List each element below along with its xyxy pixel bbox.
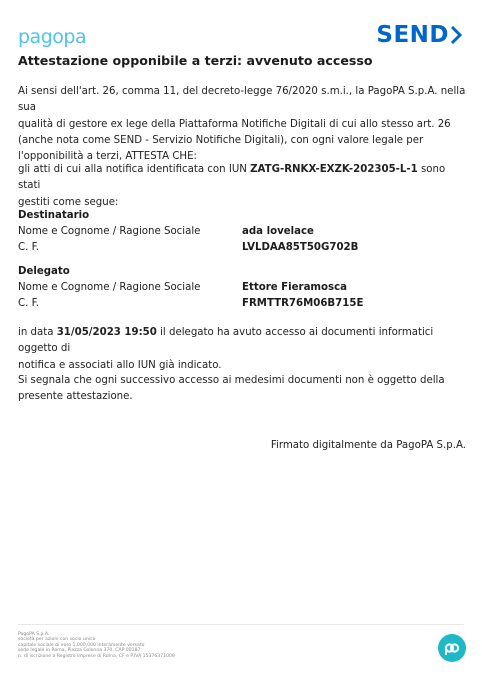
delegate-name-label: Nome e Cognome / Ragione Sociale [18,282,201,293]
note-line2: presente attestazione. [18,391,133,403]
notice-prefix: gli atti di cui alla notifica identificata con IUN [18,164,251,175]
intro-line: (anche nota come SEND - Servizio Notifiche Digitali), con ogni valore legale per [18,134,424,146]
delegate-section [18,264,468,312]
footer-line: capitale sociale di euro 1,000,000 interamente versato [18,642,145,648]
document-title: Attestazione opponibile a terzi: avvenuto accesso [18,53,373,68]
access-datetime: 31/05/2023 19:50 [56,327,157,338]
notice-paragraph [18,162,468,211]
access-prefix: in data [18,327,57,338]
digital-signature: Firmato digitalmente da PagoPA S.p.A. [270,440,466,451]
recipient-name-label: Nome e Cognome / Ragione Sociale [18,226,201,237]
delegate-cf-value: FRMTTR76M06B715E [242,298,364,309]
recipient-section [18,208,468,256]
iun-code: ZATG-RNKX-EXZK-202305-L-1 [250,164,418,175]
access-suffix: il delegato ha avuto accesso ai documenti informatici oggetto di [18,327,434,355]
pagopa-badge-icon [438,634,466,662]
footer-line: PagoPA S.p.A. [18,632,50,637]
send-logo [376,22,464,48]
recipient-name-value: ada lovelace [242,226,314,237]
recipient-cf-label: C. F. [18,242,40,253]
footer-line: n. di iscrizione a Registro Imprese di Roma, CF e P.IVA 15376371009 [18,653,175,659]
send-arrow-icon [450,25,464,45]
footer-line: sede legale in Roma, Piazza Colonna 370, CAP 00187 [18,648,141,654]
intro-paragraph [18,84,468,165]
delegate-name-value: Ettore Fieramosca [242,282,348,293]
recipient-cf-value: LVLDAA85T50G702B [242,242,359,253]
send-logo-text: SEND [376,22,449,48]
access-paragraph [18,325,468,374]
note-line1: Si segnala che ogni successivo accesso ai medesimi documenti non è oggetto della [18,375,445,386]
notice-suffix: sono stati [18,164,446,192]
delegate-heading: Delegato [18,266,70,277]
intro-line: qualità di gestore ex lege della Piattaforma Notifiche Digitali di cui allo stesso art. 26 [18,118,451,130]
access-line2: notifica e associati allo IUN già indicato. [18,359,222,371]
footer-line: società per azioni con socio unico [18,637,96,643]
recipient-heading: Destinatario [18,210,90,221]
pagopa-logo: pagopa [18,26,87,48]
footer-divider [18,624,464,625]
company-footer [18,632,175,659]
note-paragraph [18,373,468,406]
notice-line2: gestiti come segue: [18,196,119,208]
delegate-cf-label: C. F. [18,298,40,309]
intro-line: l'opponibilità a terzi, ATTESTA CHE: [18,151,197,163]
intro-line: Ai sensi dell'art. 26, comma 11, del decreto-legge 76/2020 s.m.i., la PagoPA S.p.A. nella sua [18,86,466,114]
